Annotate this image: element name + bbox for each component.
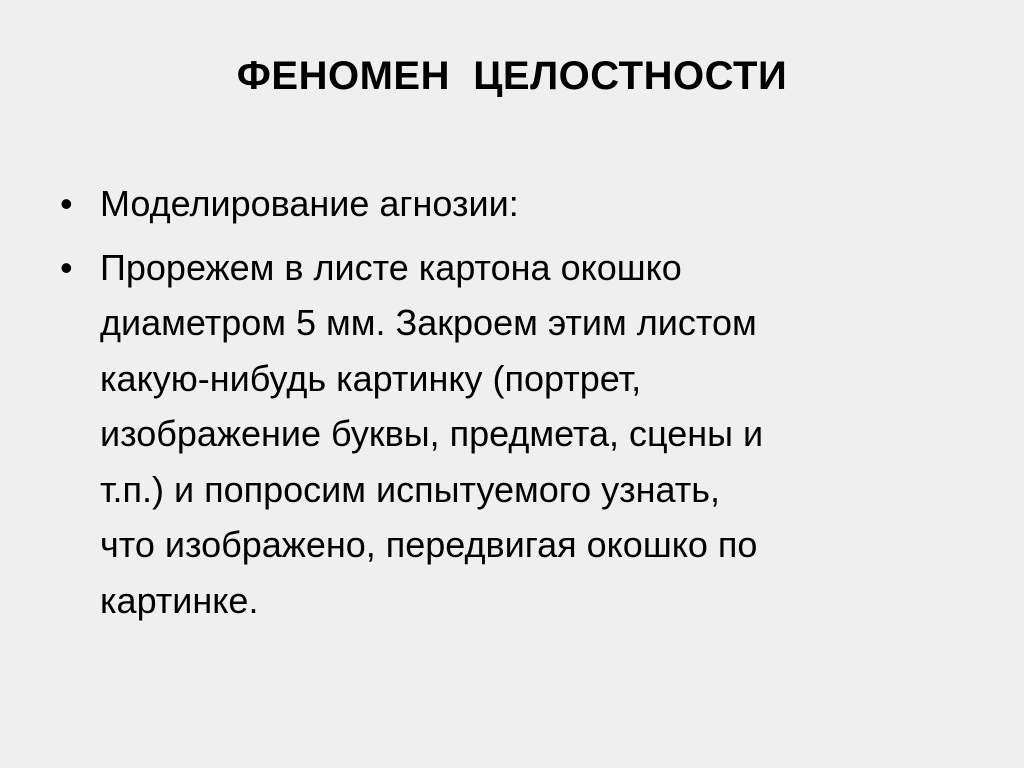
bullet-text-line: Моделирование агнозии: [100,183,519,224]
bullet-text-line: изображение буквы, предмета, сцены и [100,413,764,454]
bullet-list [60,176,960,636]
slide-title: ФЕНОМЕН ЦЕЛОСТНОСТИ [236,54,788,98]
bullet-item-experiment [60,240,960,629]
bullet-text-line: картинке. [100,579,259,621]
bullet-text-line: что изображено, передвигая окошко по [100,524,758,565]
bullet-item-agnosia [60,176,960,232]
bullet-dot-icon: • [60,246,73,288]
bullet-dot-icon: • [60,183,73,224]
bullet-text-line: диаметром 5 мм. Закроем этим листом [100,302,757,343]
bullet-text-line: какую-нибудь картинку (портрет, [100,357,642,399]
bullet-text-line: т.п.) и попросим испытуемого узнать, [100,468,720,510]
bullet-text-line: Прорежем в листе картона окошко [100,246,682,288]
